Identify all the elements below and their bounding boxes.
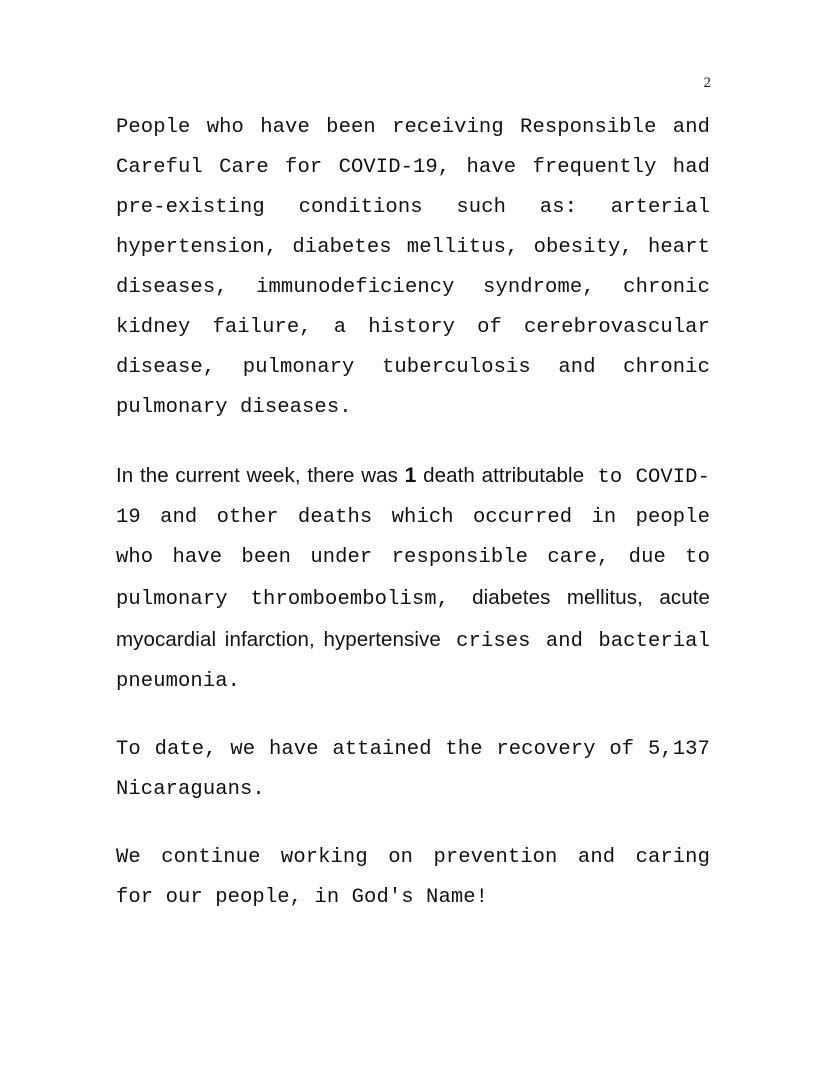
document-body [116, 108, 710, 946]
paragraph-deaths [116, 456, 710, 702]
paragraph-closing: We continue working on prevention and caring for our people, in God's Name! [116, 846, 710, 909]
page-number: 2 [703, 75, 711, 91]
deaths-mid-text: death attributable [416, 464, 585, 487]
deaths-rest-text: to COVID-19 and other deaths which occurred in people who have been under responsible care, due to pulmonary thromboembolism, [116, 466, 710, 611]
paragraph-recovery: To date, we have attained the recovery of 5,137 Nicaraguans. [116, 738, 710, 801]
deaths-tail-text: crises and bacterial pneumonia. [116, 630, 710, 693]
deaths-sans-text: diabetes mellitus, acute myocardial infarction, hypertensive [116, 586, 710, 651]
deaths-lead-text: In the current week, there was [116, 464, 405, 487]
death-count: 1 [404, 464, 417, 487]
paragraph-preexisting-conditions: People who have been receiving Responsible and Careful Care for COVID-19, have frequently had pre-existing conditions such as: arterial hypertension, diabetes mellitus, obesity, heart diseases, immunodeficiency syndrome, chronic kidney failure, a history of cerebrovascular disease, pulmonary tuberculosis and chronic pulmonary diseases. [116, 116, 710, 419]
